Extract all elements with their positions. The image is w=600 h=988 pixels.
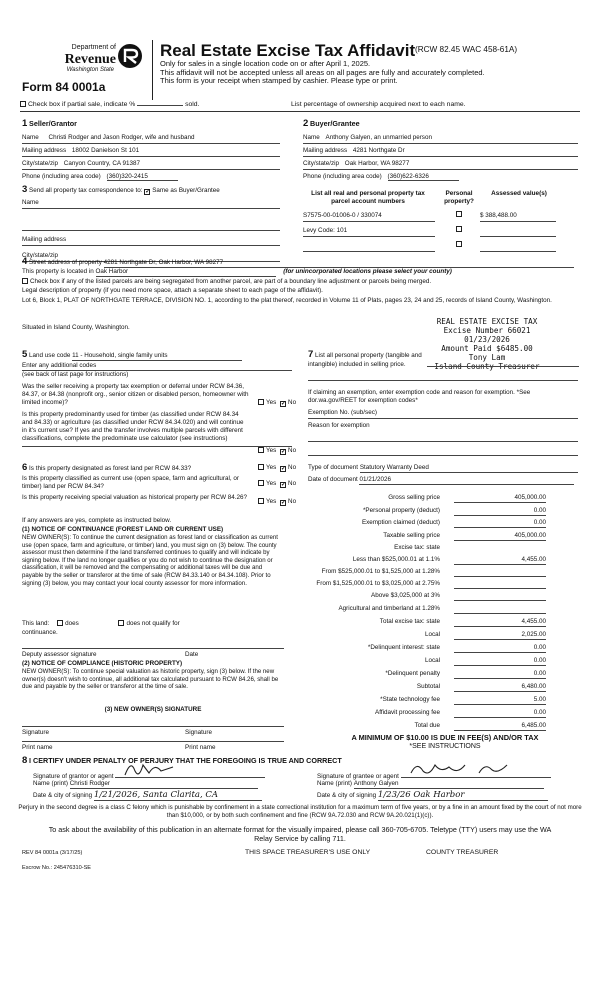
levy-code[interactable]: Levy Code: 101 bbox=[303, 227, 435, 237]
county-treasurer: COUNTY TREASURER bbox=[426, 849, 499, 856]
grantor-date-city[interactable]: 1/21/2026, Santa Clarita, CA bbox=[94, 790, 262, 801]
agency-name: Revenue bbox=[64, 51, 116, 67]
legal-description[interactable]: Lot 6, Block 1, PLAT OF NORTHGATE TERRACE, DIVISION NO. 1, according to the plat thereof, recorded in Volume 11 of Plats, pages 23, 24 and 25, records of Island County, Washington. bbox=[22, 297, 552, 304]
q-current-use-text: Is this property classified as current use (open space, farm and agricultural, or timber) land per RCW 84.34? bbox=[22, 475, 239, 490]
land-does-checkbox[interactable] bbox=[57, 620, 63, 626]
seller-heading: 1 Seller/Grantor bbox=[22, 118, 77, 129]
owner-name-label1: Print name bbox=[22, 744, 53, 751]
owner-name-label2: Print name bbox=[185, 744, 216, 751]
doc-date[interactable]: 01/21/2026 bbox=[359, 476, 574, 485]
tax-gross: Gross selling price 405,000.00 bbox=[388, 494, 546, 501]
tax-state-label: Excise tax: state bbox=[394, 544, 440, 551]
form-title: Real Estate Excise Tax Affidavit bbox=[160, 41, 416, 60]
notice3-title: (3) NEW OWNER(S) SIGNATURE bbox=[104, 706, 202, 713]
deputy-sig-line[interactable] bbox=[22, 648, 284, 649]
property-address[interactable]: 4281 Northgate Dr, Oak Harbor, WA 98277 bbox=[104, 259, 574, 268]
seller-address[interactable]: 18002 Danielson St 101 bbox=[71, 147, 140, 154]
tax-affidavit: Affidavit processing fee 0.00 bbox=[375, 709, 546, 716]
deputy-sig-label: Deputy assessor signature bbox=[22, 651, 97, 658]
perjury-notice: Perjury in the second degree is a class C felony which is punishable by confinement in a state correctional institution for a maximum term of five years, or by a fine in an amount fixed by the court of not more than $10,000, or by both such confinement and fine (RCW 9A.72.030 and RCW 9A.20.021(1)(c)). bbox=[18, 804, 582, 819]
rev-number: REV 84 0001a (3/17/25) bbox=[22, 850, 83, 856]
partial-sale-row bbox=[20, 101, 199, 109]
agency-line3: Washington State bbox=[66, 66, 114, 73]
q-forest-no[interactable] bbox=[280, 466, 286, 472]
grantee-name-row: Name (print) Anthony Galyen bbox=[317, 780, 544, 789]
q-historic-answer: Yes ✓ No bbox=[258, 498, 296, 506]
land-use-row: 5 Land use code 11 - Household, single family units bbox=[22, 349, 292, 361]
if-yes-note: If any answers are yes, complete as instructed below. bbox=[22, 517, 172, 524]
seller-name[interactable]: Christi Rodger and Jason Rodger, wife and husband bbox=[48, 134, 195, 141]
property-address-row: 4 Street address of property 4281 Northgate Dr, Oak Harbor, WA 98277 bbox=[22, 256, 578, 268]
q-timber-rule bbox=[22, 446, 292, 447]
grantee-signature-scribble-icon bbox=[407, 759, 517, 779]
q-historic-yes[interactable] bbox=[258, 498, 264, 504]
notice2-title: (2) NOTICE OF COMPLIANCE (HISTORIC PROPERTY) bbox=[22, 660, 183, 667]
owner-sig-line[interactable] bbox=[22, 726, 284, 727]
q-historic-no[interactable] bbox=[280, 500, 286, 506]
q-exemption-yes[interactable] bbox=[258, 399, 264, 405]
header-note1: Only for sales in a single location code on or after April 1, 2025. bbox=[160, 59, 371, 68]
buyer-phone[interactable]: (360)622-6326 bbox=[388, 173, 459, 181]
owner-name-line[interactable] bbox=[22, 741, 284, 742]
tax-subtotal: Subtotal 6,480.00 bbox=[416, 683, 546, 690]
tax-personal: *Personal property (deduct) 0.00 bbox=[362, 507, 546, 514]
grantor-name-row: Name (print) Christi Rodger bbox=[33, 780, 258, 789]
certify-row: 8 I CERTIFY UNDER PENALTY OF PERJURY THAT THE FOREGOING IS TRUE AND CORRECT bbox=[22, 755, 342, 766]
reason-label: Reason for exemption bbox=[308, 422, 370, 429]
partial-sale-sold: sold. bbox=[185, 101, 200, 108]
revenue-logo-icon bbox=[116, 42, 144, 70]
buyer-block: Name Anthony Galyen, an unmarried person Mailing address 4281 Northgate Dr City/state/zip Oak Harbor, WA 98277 Phone (including area code) (360)622-6326 bbox=[303, 134, 578, 183]
legal-note: Legal description of property (if you need more space, attach a separate sheet to each page of the affidavit). bbox=[22, 287, 323, 294]
property-city[interactable]: Oak Harbor bbox=[96, 268, 276, 277]
header-notes bbox=[160, 60, 485, 86]
personal-property-line1[interactable] bbox=[427, 358, 579, 367]
tax-tier2: From $525,000.01 to $1,525,000 at 1.28% bbox=[300, 568, 550, 578]
tax-del-penalty: *Delinquent penalty 0.00 bbox=[385, 670, 546, 677]
tax-local2: Local 0.00 bbox=[424, 657, 546, 664]
grantor-sig-row: Signature of grantor or agent bbox=[33, 769, 265, 781]
correspondence-address[interactable]: Mailing address bbox=[22, 236, 280, 246]
q-current-use-yes[interactable] bbox=[258, 480, 264, 486]
alt-format-notice: To ask about the availability of this publication in an alternate format for the visually impaired, please call 360-705-6705. Teletype (TTY) users may use the WA Relay Service by calling 711. bbox=[48, 825, 552, 843]
tax-taxable: Taxable selling price 405,000.00 bbox=[383, 532, 546, 539]
grantor-signature-scribble-icon bbox=[121, 759, 181, 779]
personal-property-line2[interactable] bbox=[308, 372, 578, 381]
exemption-note: If claiming an exemption, enter exemption code and reason for exemption. *See dor.wa.gov/REET for exemption codes* bbox=[308, 389, 531, 404]
q-timber-no[interactable] bbox=[280, 449, 286, 455]
owner-sig-label2: Signature bbox=[185, 729, 212, 736]
buyer-heading: 2 Buyer/Grantee bbox=[303, 118, 360, 129]
q-exemption-text: Was the seller receiving a property tax exemption or deferral under RCW 84.36, 84.37, or 84.38 (nonprofit org., senior citizen or disabled person, homeowner with limited income)? bbox=[22, 383, 249, 406]
reason-line2[interactable] bbox=[308, 447, 578, 456]
q-timber-text: Is this property predominantly used for timber (as classified under RCW 84.34 and 84.33) or agriculture (as classified under RCW 84.34.020) and will continue in it's current use? If yes and the transfer involves multiple parcels with different classifications, complete the predominate use calculator (see instructions) bbox=[22, 411, 244, 442]
owner-sig-label1: Signature bbox=[22, 729, 49, 736]
tax-tier1: Less than $525,000.01 at 1.1% 4,455.00 bbox=[352, 556, 546, 563]
see-instructions: *SEE INSTRUCTIONS bbox=[409, 743, 481, 750]
escrow-number: Escrow No.: 245476310-SE bbox=[22, 865, 92, 871]
parcel-number[interactable]: S7575-00-01006-0 / 330074 bbox=[303, 212, 435, 222]
form-number: Form 84 0001a bbox=[22, 80, 106, 94]
doc-type-row: Type of document Statutory Warranty Deed bbox=[308, 464, 578, 473]
grantee-date-row: Date & city of signing 1/23/26 Oak Harbor bbox=[317, 790, 548, 801]
q-current-use-no[interactable] bbox=[280, 482, 286, 488]
tax-tier4: Above $3,025,000 at 3% bbox=[300, 592, 550, 602]
q-forest-answer: Yes ✓ No bbox=[258, 464, 296, 472]
deputy-date-label: Date bbox=[185, 651, 199, 658]
parcel2-personal-checkbox[interactable] bbox=[456, 226, 462, 232]
form-citation: (RCW 82.45 WAC 458-61A) bbox=[415, 45, 518, 54]
continuance: continuance. bbox=[22, 629, 58, 636]
parcel1-personal-checkbox[interactable] bbox=[456, 211, 462, 217]
personal-property-label: 7 List all personal property (tangible and intangible) included in selling price. bbox=[308, 349, 422, 368]
q-exemption-answer: Yes ✓ No bbox=[258, 399, 296, 407]
parcel3-assessed[interactable] bbox=[480, 242, 556, 252]
q-forest-text: 6 Is this property designated as forest land per RCW 84.33? bbox=[22, 462, 192, 473]
parcel-header-personal: Personal property? bbox=[444, 190, 474, 205]
located-row: This property is located in Oak Harbor (for unincorporated locations please select your county) bbox=[22, 268, 452, 275]
partial-sale-checkbox[interactable] bbox=[20, 101, 26, 107]
grantor-signature[interactable] bbox=[115, 769, 265, 778]
notice1-title: (1) NOTICE OF CONTINUANCE (FOREST LAND OR CURRENT USE) bbox=[22, 526, 224, 533]
grantor-date-row: Date & city of signing 1/21/2026, Santa Clarita, CA bbox=[33, 790, 262, 801]
merged-checkbox[interactable] bbox=[22, 278, 28, 284]
tax-total-state: Total excise tax: state 4,455.00 bbox=[379, 618, 546, 625]
tax-local: Local 2,025.00 bbox=[424, 631, 546, 638]
q-forest-yes[interactable] bbox=[258, 464, 264, 470]
parcel-assessed[interactable]: $ 388,488.00 bbox=[480, 212, 556, 222]
grantee-sig-row: Signature of grantee or agent bbox=[317, 769, 551, 781]
correspondence-blank[interactable] bbox=[22, 222, 280, 231]
tax-del-interest: *Delinquent interest: state 0.00 bbox=[367, 644, 546, 651]
see-back: (see back of last page for instructions) bbox=[22, 371, 129, 378]
q-exemption-no[interactable] bbox=[280, 401, 286, 407]
same-as-buyer-checkbox[interactable] bbox=[144, 189, 150, 195]
doc-type[interactable]: Statutory Warranty Deed bbox=[360, 464, 578, 473]
seller-city[interactable]: Canyon Country, CA 91387 bbox=[63, 160, 140, 167]
q-current-use-answer: Yes ✓ No bbox=[258, 480, 296, 488]
additional-codes[interactable]: Enter any additional codes bbox=[22, 362, 292, 371]
q-timber-yes[interactable] bbox=[258, 447, 264, 453]
reason-line1[interactable] bbox=[308, 433, 578, 442]
tax-tech: *State technology fee 5.00 bbox=[380, 696, 546, 703]
notice2-text: NEW OWNER(S): To continue special valuation as historic property, sign (3) below. If the new owner(s) doesn't wish to continue, all additional tax calculated pursuant to RCW 84.26, shall be due and payable by the seller or transferor at the time of sale. bbox=[22, 668, 279, 691]
header-note3: This form is your receipt when stamped by cashier. Please type or print. bbox=[160, 76, 398, 86]
buyer-city[interactable]: Oak Harbor, WA 98277 bbox=[344, 160, 410, 167]
tax-total: Total due 6,485.00 bbox=[414, 722, 546, 729]
seller-phone[interactable]: (360)320-2415 bbox=[107, 173, 178, 181]
land-use-code[interactable]: 11 - Household, single family units bbox=[72, 352, 242, 361]
grantee-print-name[interactable]: Anthony Galyen bbox=[354, 780, 544, 789]
parcel3-number[interactable] bbox=[303, 242, 435, 252]
partial-sale-label: Check box if partial sale, indicate % bbox=[28, 101, 136, 108]
correspondence-row: 3 Send all property tax correspondence to: ✓ Same as Buyer/Grantee bbox=[22, 184, 220, 196]
header-note2: This affidavit will not be accepted unless all areas on all pages are fully and accurately completed. bbox=[160, 67, 485, 77]
q-timber-answer: Yes ✓ No bbox=[258, 447, 296, 455]
seller-block: Name Christi Rodger and Jason Rodger, wife and husband Mailing address 18002 Danielson St 101 City/state/zip Canyon Country, CA 91387 Phone (including area code) (360)320-2415 bbox=[22, 134, 280, 183]
tax-ag: Agricultural and timberland at 1.28% bbox=[300, 605, 550, 615]
grantee-date-city[interactable]: 1/23/26 Oak Harbor bbox=[378, 790, 548, 801]
treasurer-stamp: REAL ESTATE EXCISE TAX Excise Number 66021 01/23/2026 Amount Paid $6485.00 Tony Lam Island County Treasurer bbox=[434, 317, 540, 371]
parcel2-assessed[interactable] bbox=[480, 227, 556, 237]
tax-exemption: Exemption claimed (deduct) 0.00 bbox=[361, 519, 546, 526]
header-divider bbox=[152, 40, 153, 100]
land-does-not-checkbox[interactable] bbox=[118, 620, 124, 626]
merged-row: Check box if any of the listed parcels are being segregated from another parcel, are part of a boundary line adjustment or parcels being merged. bbox=[22, 278, 582, 286]
this-land-row: This land: does does not qualify for bbox=[22, 620, 180, 627]
header-rule bbox=[20, 111, 580, 112]
minimum-due: A MINIMUM OF $10.00 IS DUE IN FEE(S) AND/OR TAX bbox=[351, 733, 539, 742]
exemption-number[interactable]: Exemption No. (sub/sec) bbox=[308, 409, 578, 419]
parcel-header-list: List all real and personal property tax parcel account numbers bbox=[311, 190, 425, 205]
parcel-header-assessed: Assessed value(s) bbox=[491, 190, 547, 197]
notice1-text: NEW OWNER(S): To continue the current designation as forest land or classification as current use (open space, farm and agriculture, or timber) land, you must sign on (3) below. The county assessor must then determine if the land transferred continues to qualify and will indicate by signing below. If the land no longer qualifies or you do not wish to continue the designation or classification, it will be removed and the compensating or additional taxes will be due and payable by the seller or transferor at the time of sale (RCW 84.33.140 or 84.34.108). Prior to signing (3) below, you may contact your local county assessor for more information. bbox=[22, 534, 278, 587]
treasurer-use: THIS SPACE TREASURER'S USE ONLY bbox=[245, 849, 371, 856]
buyer-name[interactable]: Anthony Galyen, an unmarried person bbox=[325, 134, 432, 141]
doc-date-row: Date of document 01/21/2026 bbox=[308, 476, 574, 485]
grantor-print-name[interactable]: Christi Rodger bbox=[70, 780, 258, 789]
correspondence-name[interactable]: Name bbox=[22, 199, 280, 209]
parcel3-personal-checkbox[interactable] bbox=[456, 241, 462, 247]
grantee-signature[interactable] bbox=[401, 769, 551, 778]
q-historic-text: Is this property receiving special valuation as historical property per RCW 84.26? bbox=[22, 494, 248, 501]
situated: Situated in Island County, Washington. bbox=[22, 324, 130, 331]
correspondence-city[interactable]: City/state/zip bbox=[22, 252, 280, 262]
ownership-note: List percentage of ownership acquired next to each name. bbox=[291, 101, 466, 108]
tax-tier3: From $1,525,000.01 to $3,025,000 at 2.75% bbox=[300, 580, 550, 590]
agency-line1: Department of bbox=[71, 44, 116, 51]
buyer-address[interactable]: 4281 Northgate Dr bbox=[352, 147, 405, 154]
